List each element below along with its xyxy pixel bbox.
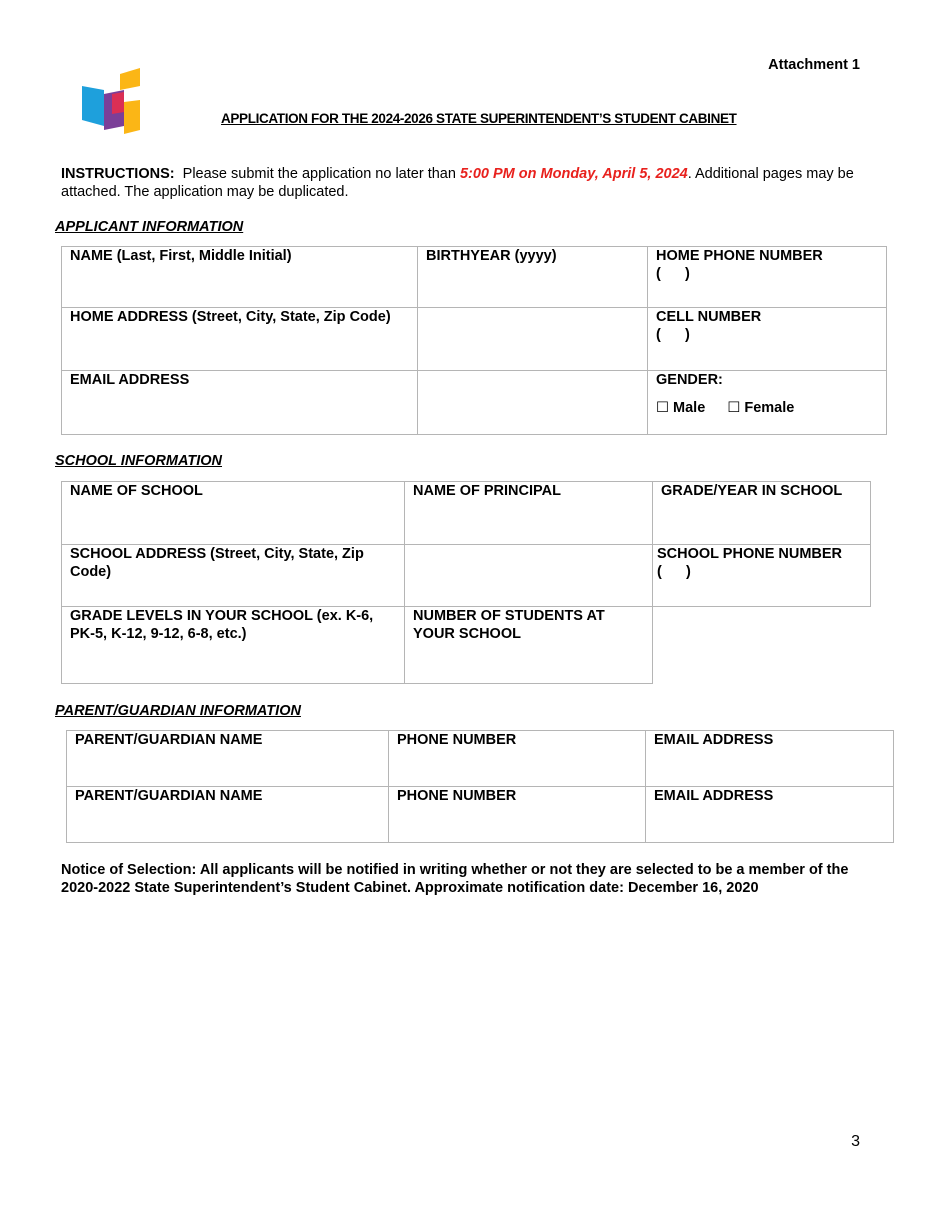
parent-section-heading: PARENT/GUARDIAN INFORMATION	[55, 703, 301, 719]
parent-email-label: EMAIL ADDRESS	[654, 732, 774, 748]
email-extra-cell[interactable]	[418, 371, 648, 435]
school-address-label: SCHOOL ADDRESS (Street, City, State, Zip Code)	[70, 546, 364, 580]
school-phone-label: SCHOOL PHONE NUMBER	[657, 546, 843, 562]
male-label: Male	[673, 400, 706, 416]
multicolor-book-logo	[80, 68, 142, 134]
instructions-label: INSTRUCTIONS:	[61, 166, 175, 182]
home-phone-label: HOME PHONE NUMBER	[656, 248, 823, 264]
female-checkbox-icon[interactable]: ☐	[727, 400, 741, 416]
instructions-before: Please submit the application no later than	[182, 166, 456, 182]
parent-email-label: EMAIL ADDRESS	[654, 788, 774, 804]
school-phone-area-code: ( )	[657, 564, 691, 580]
parent-email-cell[interactable]	[646, 731, 894, 787]
cell-number-area-code: ( )	[656, 327, 690, 343]
grade-levels-label: GRADE LEVELS IN YOUR SCHOOL (ex. K-6, PK-5, K-12, 9-12, 6-8, etc.)	[70, 608, 374, 642]
parent-name-cell[interactable]	[67, 787, 389, 843]
cell-number-cell[interactable]	[648, 308, 887, 371]
grade-year-label: GRADE/YEAR IN SCHOOL	[661, 483, 843, 499]
parent-email-cell[interactable]	[646, 787, 894, 843]
parent-table	[66, 730, 894, 843]
principal-label: NAME OF PRINCIPAL	[413, 483, 561, 499]
female-label: Female	[744, 400, 795, 416]
gender-cell	[648, 371, 887, 435]
school-section-heading: SCHOOL INFORMATION	[55, 453, 223, 469]
num-students-cell[interactable]	[405, 607, 653, 684]
logo-yellow-top	[120, 68, 140, 90]
gender-male-option[interactable]	[656, 399, 705, 417]
parent-name-label: PARENT/GUARDIAN NAME	[75, 788, 263, 804]
home-address-label: HOME ADDRESS (Street, City, State, Zip Code)	[70, 309, 391, 325]
email-label: EMAIL ADDRESS	[70, 372, 190, 388]
grade-year-cell[interactable]	[653, 482, 871, 545]
parent-phone-label: PHONE NUMBER	[397, 788, 517, 804]
school-address-cell[interactable]	[62, 545, 405, 607]
school-table	[61, 481, 871, 684]
male-checkbox-icon[interactable]: ☐	[656, 400, 669, 416]
school-name-cell[interactable]	[62, 482, 405, 545]
logo-red	[112, 92, 124, 114]
applicant-name-cell[interactable]	[62, 247, 418, 308]
form-title: APPLICATION FOR THE 2024-2026 STATE SUPERINTENDENT’S STUDENT CABINET	[221, 111, 737, 126]
applicant-table	[61, 246, 887, 435]
parent-phone-cell[interactable]	[389, 787, 646, 843]
home-address-cell[interactable]	[62, 308, 418, 371]
gender-female-option[interactable]	[727, 399, 794, 417]
parent-name-cell[interactable]	[67, 731, 389, 787]
empty-corner-cell	[653, 607, 871, 684]
applicant-name-label: NAME (Last, First, Middle Initial)	[70, 248, 292, 264]
parent-name-label: PARENT/GUARDIAN NAME	[75, 732, 263, 748]
logo-yellow-bottom	[124, 100, 140, 134]
num-students-label: NUMBER OF STUDENTS AT YOUR SCHOOL	[413, 608, 605, 642]
parent-phone-cell[interactable]	[389, 731, 646, 787]
page-number: 3	[851, 1133, 860, 1150]
birthyear-cell[interactable]	[418, 247, 648, 308]
cell-number-label: CELL NUMBER	[656, 309, 762, 325]
home-address-extra-cell[interactable]	[418, 308, 648, 371]
parent-row	[67, 787, 894, 843]
principal-cell[interactable]	[405, 482, 653, 545]
logo-blue	[82, 86, 104, 126]
applicant-section-heading: APPLICANT INFORMATION	[55, 219, 244, 235]
parent-phone-label: PHONE NUMBER	[397, 732, 517, 748]
attachment-label: Attachment 1	[768, 57, 860, 73]
school-address-extra-cell[interactable]	[405, 545, 653, 607]
deadline-text: 5:00 PM on Monday, April 5, 2024	[459, 166, 688, 182]
notice-of-selection: Notice of Selection: All applicants will be notified in writing whether or not they are selected to be a member of the 2020-2022 State Superintendent’s Student Cabinet. Approximate notification date: December 16, 2020	[61, 862, 849, 896]
home-phone-cell[interactable]	[648, 247, 887, 308]
instructions-after: . Additional pages may be attached. The application may be duplicated.	[61, 166, 854, 200]
birthyear-label: BIRTHYEAR (yyyy)	[426, 248, 557, 264]
school-name-label: NAME OF SCHOOL	[70, 483, 203, 499]
parent-row	[67, 731, 894, 787]
home-phone-area-code: ( )	[656, 266, 690, 282]
gender-label: GENDER:	[656, 372, 723, 388]
grade-levels-cell[interactable]	[62, 607, 405, 684]
instructions	[61, 165, 891, 201]
school-phone-cell[interactable]	[653, 545, 871, 607]
email-cell[interactable]	[62, 371, 418, 435]
